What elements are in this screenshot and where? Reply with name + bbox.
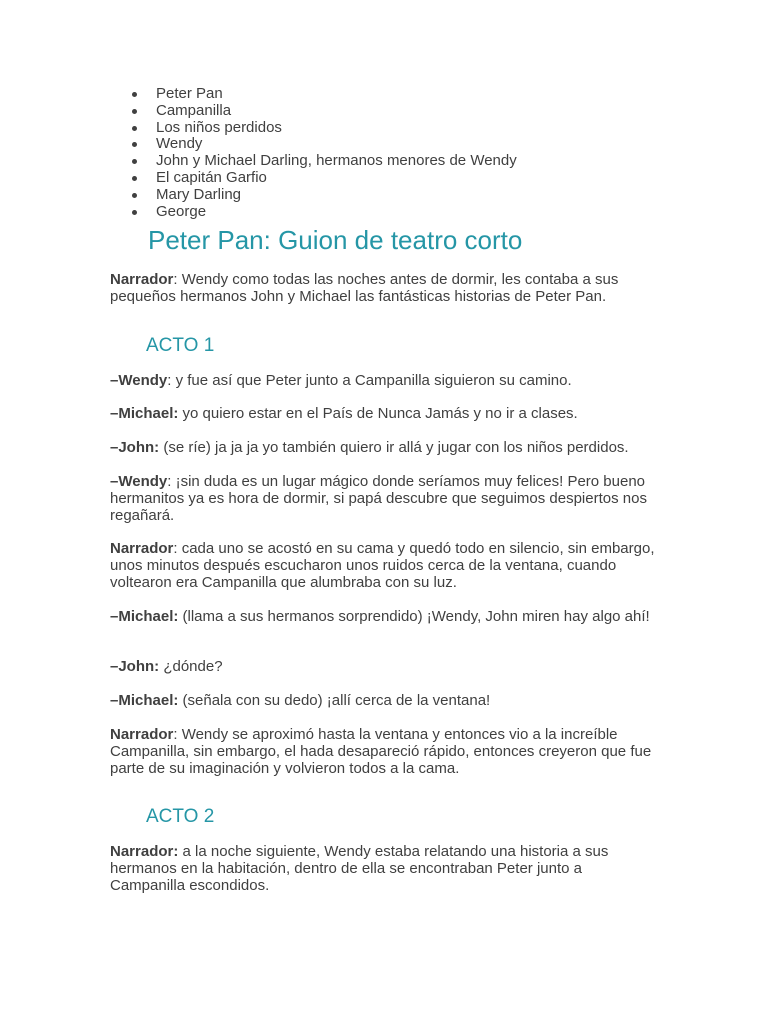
character-name: Los niños perdidos [156, 118, 282, 136]
character-name: John y Michael Darling, hermanos menores de Wendy [156, 152, 517, 170]
dialogue-text: ¿dónde? [159, 658, 223, 675]
list-item [110, 187, 517, 204]
list-item [110, 136, 517, 153]
speaker-label: Narrador [110, 726, 174, 743]
dialogue-line [110, 659, 655, 676]
character-name: Peter Pan [156, 85, 223, 102]
list-item [110, 153, 517, 170]
intro-paragraph [110, 272, 655, 306]
dialogue-text: (se ríe) ja ja ja yo también quiero ir allá y jugar con los niños perdidos. [159, 439, 629, 456]
dialogue-text: yo quiero estar en el País de Nunca Jamás y no ir a clases. [178, 405, 578, 422]
character-name: Wendy [156, 135, 203, 153]
character-name: George [156, 202, 207, 220]
dialogue-text: (llama a sus hermanos sorprendido) ¡Wendy, John miren hay algo ahí! [178, 608, 650, 625]
bullet-icon [132, 193, 137, 198]
speaker-label: –Wendy [110, 473, 168, 490]
dialogue-text: : Wendy se aproximó hasta la ventana y entonces vio a la increíble Campanilla, sin embargo, el hada desapareció rápido, entonces creyeron que fue parte de su imaginación y volvieron todos a la cama. [110, 726, 652, 777]
dialogue-text: a la noche siguiente, Wendy estaba relatando una historia a sus hermanos en la habitación, dentro de ella se encontraban Peter junto a Campanilla escondidos. [110, 843, 609, 894]
speaker-label: –John: [110, 658, 160, 675]
dialogue-line [110, 440, 655, 457]
character-name: El capitán Garfio [156, 168, 267, 186]
character-name: Campanilla [156, 101, 232, 119]
bullet-icon [132, 109, 137, 114]
dialogue-line [110, 693, 655, 710]
dialogue-line [110, 844, 655, 894]
dialogue-text: : cada uno se acostó en su cama y quedó todo en silencio, sin embargo, unos minutos después escucharon unos ruidos cerca de la ventana, cuando voltearon era Campanilla que alumbraba con su luz. [110, 540, 655, 591]
character-name: Mary Darling [156, 185, 242, 203]
dialogue-line [110, 609, 655, 626]
bullet-icon [132, 126, 137, 131]
speaker-label: –Wendy [110, 372, 168, 389]
dialogue-text: : Wendy como todas las noches antes de dormir, les contaba a sus pequeños hermanos John y Michael las fantásticas historias de Peter Pan. [110, 271, 619, 305]
list-item [110, 86, 517, 103]
speaker-label: Narrador [110, 271, 174, 288]
bullet-icon [132, 159, 137, 164]
speaker-label: –Michael: [110, 608, 179, 625]
bullet-icon [132, 142, 137, 147]
dialogue-text: : ¡sin duda es un lugar mágico donde seríamos muy felices! Pero bueno hermanitos ya es hora de dormir, si papá descubre que seguimos despiertos nos regañará. [110, 473, 647, 524]
character-list [110, 86, 517, 220]
list-item [110, 204, 517, 221]
list-item [110, 103, 517, 120]
speaker-label: Narrador: [110, 843, 179, 860]
dialogue-line [110, 474, 655, 524]
page-title: Peter Pan: Guion de teatro corto [148, 225, 523, 255]
dialogue-line [110, 727, 655, 777]
act-1-heading: ACTO 1 [146, 335, 215, 356]
dialogue-line [110, 406, 655, 423]
speaker-label: –John: [110, 439, 160, 456]
dialogue-text: : y fue así que Peter junto a Campanilla siguieron su camino. [167, 372, 572, 389]
speaker-label: –Michael: [110, 405, 179, 422]
speaker-label: –Michael: [110, 692, 179, 709]
list-item [110, 170, 517, 187]
act-2-heading: ACTO 2 [146, 806, 215, 827]
speaker-label: Narrador [110, 540, 174, 557]
bullet-icon [132, 176, 137, 181]
dialogue-line [110, 373, 655, 390]
bullet-icon [132, 92, 137, 97]
dialogue-text: (señala con su dedo) ¡allí cerca de la ventana! [178, 692, 491, 709]
bullet-icon [132, 210, 137, 215]
list-item [110, 120, 517, 137]
dialogue-line [110, 541, 655, 591]
